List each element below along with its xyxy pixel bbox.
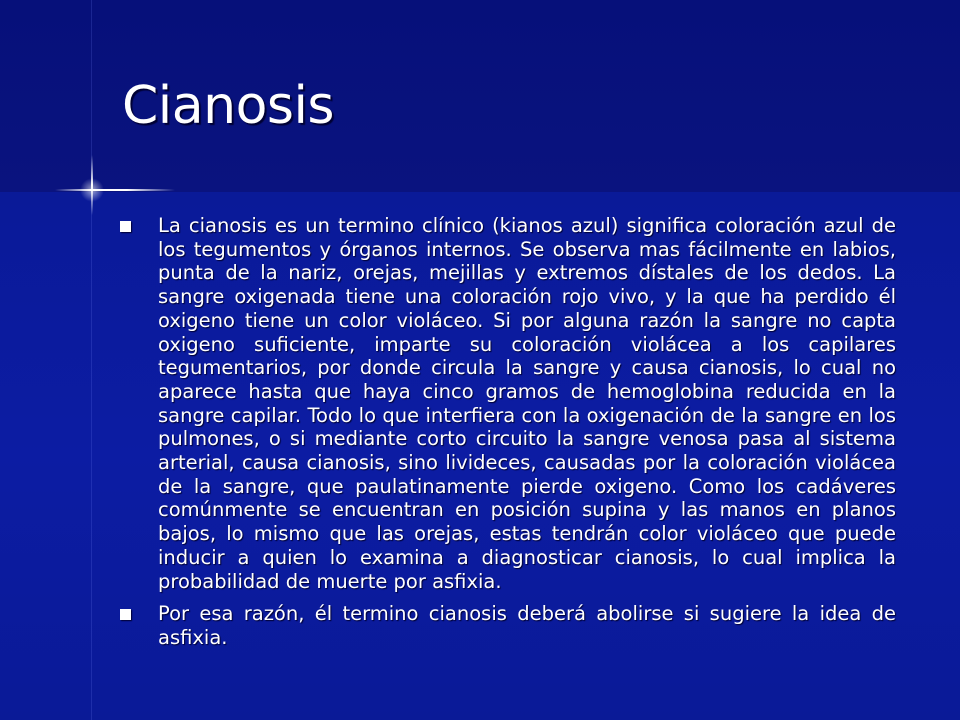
slide-title: Cianosis: [122, 76, 335, 136]
decorative-sparkle-vertical: [91, 155, 93, 215]
decorative-sparkle-horizontal: [55, 189, 175, 191]
bullet-list: [118, 214, 896, 659]
square-bullet-icon: [120, 609, 131, 620]
decorative-vertical-line: [91, 0, 92, 720]
bullet-item-2: [118, 602, 896, 649]
bullet-item-1: [118, 214, 896, 593]
bullet-text-2: Por esa razón, él termino cianosis deberá abolirse si sugiere la idea de asfixia.: [158, 602, 896, 649]
square-bullet-icon: [120, 221, 131, 232]
bullet-text-1: La cianosis es un termino clínico (kianos azul) significa coloración azul de los tegumentos y órganos internos. Se observa mas fácilmente en labios, punta de la nariz, orejas, mejillas y extremos dístales de los dedos. La sangre oxigenada tiene una coloración rojo vivo, y la que ha perdido él oxigeno tiene un color violáceo. Si por alguna razón la sangre no capta oxigeno suficiente, imparte su coloración violácea a los capilares tegumentarios, por donde circula la sangre y causa cianosis, lo cual no aparece hasta que haya cinco gramos de hemoglobina reducida en la sangre capilar. Todo lo que interfiera con la oxigenación de la sangre en los pulmones, o si mediante corto circuito la sangre venosa pasa al sistema arterial, causa cianosis, sino livideces, causadas por la coloración violácea de la sangre, que paulatinamente pierde oxigeno. Como los cadáveres comúnmente se encuentran en posición supina y las manos en planos bajos, lo mismo que las orejas, estas tendrán color violáceo que puede inducir a quien lo examina a diagnosticar cianosis, lo cual implica la probabilidad de muerte por asfixia.: [158, 214, 896, 593]
